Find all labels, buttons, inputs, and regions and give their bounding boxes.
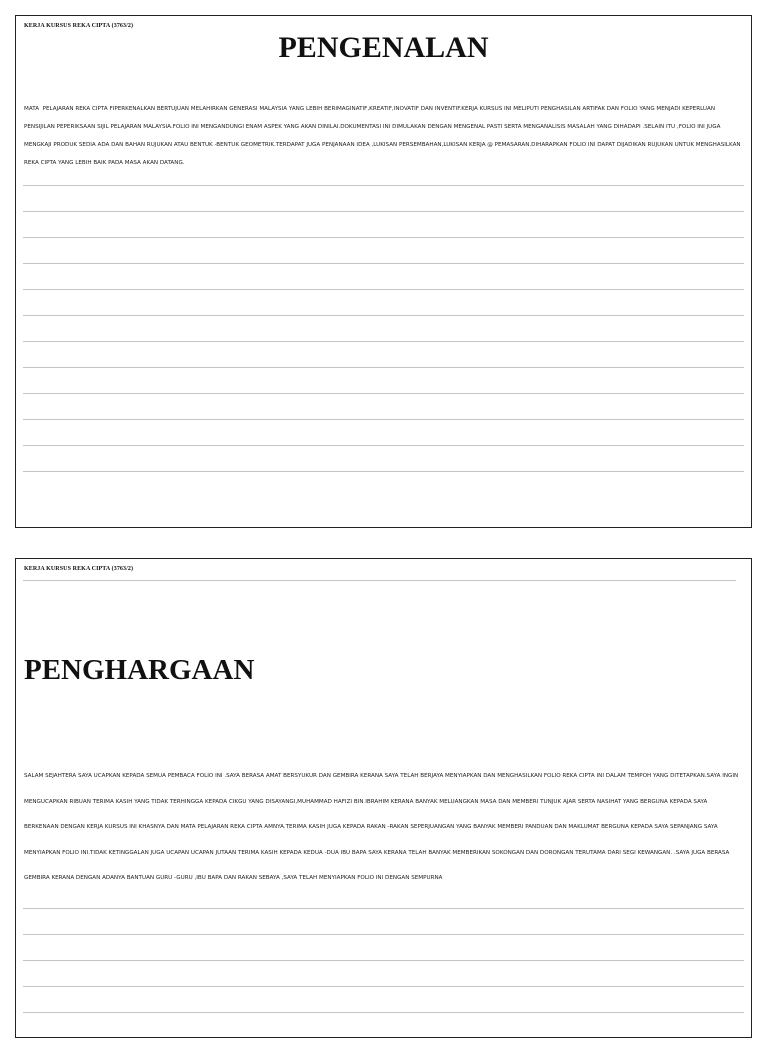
document-page-introduction (15, 15, 752, 528)
writing-line (23, 263, 744, 264)
writing-line (23, 471, 744, 472)
writing-line (23, 341, 744, 342)
writing-line (23, 934, 744, 935)
document-page-acknowledgement (15, 558, 752, 1038)
header-rule (23, 580, 736, 581)
writing-line (23, 986, 744, 987)
writing-line (23, 367, 744, 368)
page-header: KERJA KURSUS REKA CIPTA (3763/2) (24, 566, 134, 572)
writing-line (23, 237, 744, 238)
writing-line (23, 393, 744, 394)
writing-line (23, 419, 744, 420)
writing-line (23, 908, 744, 909)
writing-line (23, 289, 744, 290)
writing-line (23, 211, 744, 212)
writing-line (23, 445, 744, 446)
writing-line (23, 960, 744, 961)
writing-line (23, 315, 744, 316)
body-paragraph: MATA PELAJARAN REKA CIPTA FIPERKENALKAN BERTUJUAN MELAHIRKAN GENERASI MALAYSIA YANG LEBIH BERIMAGINATIF,KREATIF,INOVATIF DAN INVENTIF.KERJA KURSUS INI MELIPUTI PENGHASILAN ARTIFAK DAN FOLIO YANG MENJADI KEPERLUAN PENSIJILAN PEPERIKSAAN SIJIL PELAJARAN MALAYSIA.FOLIO INI MENGANDUNGI ENAM ASPEK YANG AKAN DINILAI.DOKUMENTASI INI DIMULAKAN DENGAN MENGENAL PASTI SERTA MENGANALISIS MASALAH YANG DIHADAPI .SELAIN ITU ,FOLIO INI JUGA MENGKAJI PRODUK SEDIA ADA DAN BAHAN RUJUKAN ATAU BENTUK -BENTUK GEOMETRIK.TERDAPAT JUGA PENJANAAN IDEA ,LUKISAN PERSEMBAHAN,LUKISAN KERJA @ PEMASARAN.DIHARAPKAN FOLIO INI DAPAT DIJADIKAN RUJUKAN UNTUK MENGHASILKAN REKA CIPTA YANG LEBIH BAIK PADA MASA AKAN DATANG. (24, 106, 743, 166)
body-paragraph: SALAM SEJAHTERA SAYA UCAPKAN KEPADA SEMUA PEMBACA FOLIO INI .SAYA BERASA AMAT BERSYUKUR DAN GEMBIRA KERANA SAYA TELAH BERJAYA MENYIAPKAN DAN MENGHASILKAN FOLIO REKA CIPTA INI DALAM TEMPOH YANG DITETAPKAN.SAYA INGIN MENGUCAPKAN RIBUAN TERIMA KASIH YANG TIDAK TERHINGGA KEPADA CIKGU YANG DISAYANGI,MUHAMMAD HAFIZI BIN IBRAHIM KERANA BANYAK MELUANGKAN MASA DAN MEMBERI TUNJUK AJAR SERTA NASIHAT YANG BERGUNA KEPADA SAYA BERKENAAN DENGAN KERJA KURSUS INI KHASNYA DAN MATA PELAJARAN REKA CIPTA AMNYA.TERIMA KASIH JUGA KEPADA RAKAN -RAKAN SEPERJUANGAN YANG BANYAK MEMBERI PANDUAN DAN MAKLUMAT BERGUNA KEPADA SAYA SEPANJANG SAYA MENYIAPKAN FOLIO INI.TIDAK KETINGGALAN JUGA UCAPAN UCAPAN JUTAAN TERIMA KASIH KEPADA KEDUA -DUA IBU BAPA SAYA KERANA TELAH BANYAK MEMBERIKAN SOKONGAN DAN DORONGAN TERUTAMA DARI SEGI KEWANGAN. .SAYA JUGA BERASA GEMBIRA KERANA DENGAN ADANYA BANTUAN GURU -GURU ,IBU BAPA DAN RAKAN SEBAYA ,SAYA TELAH MENYIAPKAN FOLIO INI DENGAN SEMPURNA (24, 773, 740, 881)
page-title: PENGHARGAAN (24, 654, 255, 686)
page-title: PENGENALAN (278, 31, 489, 64)
writing-line (23, 185, 744, 186)
page-header: KERJA KURSUS REKA CIPTA (3763/2) (24, 23, 134, 29)
writing-line (23, 1012, 744, 1013)
